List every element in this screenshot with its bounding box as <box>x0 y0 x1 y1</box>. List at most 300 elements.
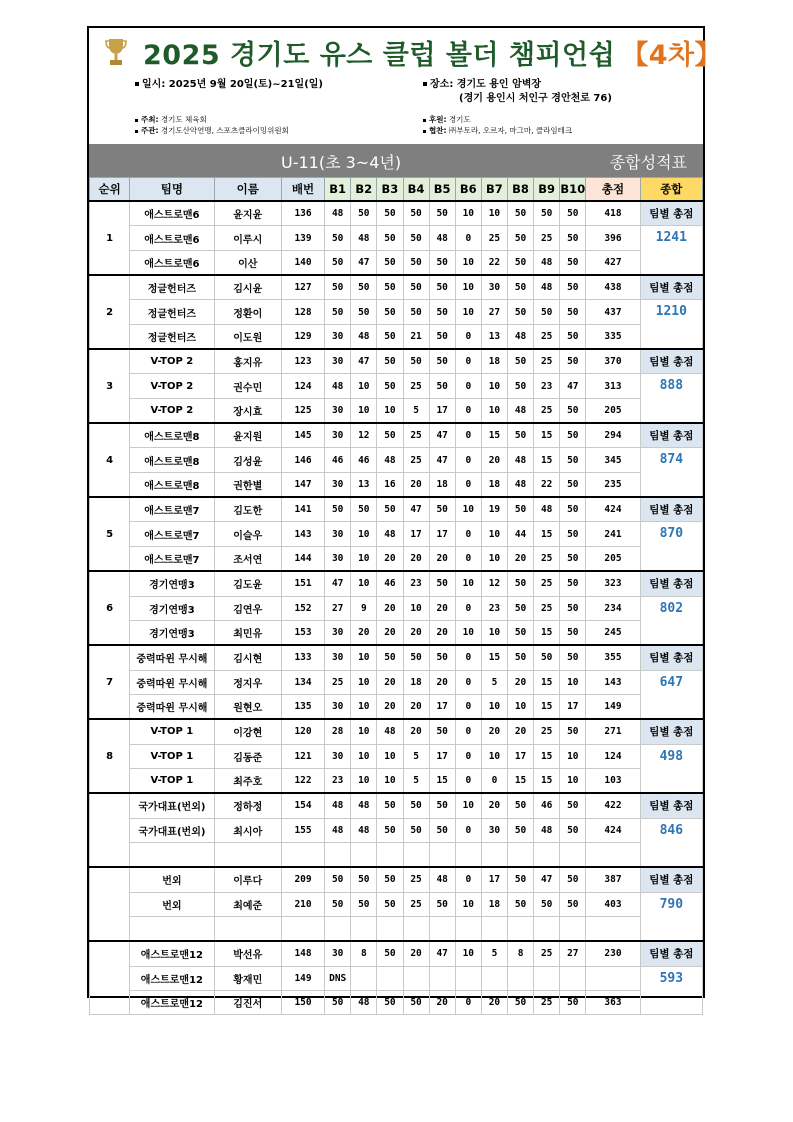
boulder-header: B10 <box>560 178 586 202</box>
score-cell: 0 <box>455 448 481 472</box>
total-cell: 149 <box>586 694 640 719</box>
boulder-header: B1 <box>325 178 351 202</box>
score-cell: 47 <box>429 941 455 966</box>
score-cell: 0 <box>455 719 481 744</box>
score-cell: 10 <box>351 768 377 793</box>
score-cell: 50 <box>560 620 586 645</box>
score-cell <box>351 966 377 990</box>
score-cell: 50 <box>403 201 429 226</box>
name-cell: 박선유 <box>214 941 281 966</box>
score-cell: 18 <box>481 892 507 916</box>
score-cell: 12 <box>351 423 377 448</box>
table-row <box>90 818 703 842</box>
name-cell: 권한별 <box>214 472 281 497</box>
score-cell: 25 <box>403 892 429 916</box>
page-title: 2025 경기도 유스 클럽 볼더 챔피언쉽 【4차】 <box>143 39 723 71</box>
name-cell: 권수민 <box>214 374 281 398</box>
score-cell: 20 <box>429 991 455 1015</box>
name-cell: 김연우 <box>214 596 281 620</box>
score-cell: 19 <box>481 497 507 522</box>
score-cell: 50 <box>429 719 455 744</box>
score-cell: 10 <box>351 645 377 670</box>
score-cell: 10 <box>377 768 403 793</box>
score-cell: 50 <box>403 275 429 300</box>
total-cell: 403 <box>586 892 640 916</box>
score-cell: 48 <box>534 818 560 842</box>
trophy-icon <box>105 37 127 67</box>
bib-cell: 129 <box>281 324 324 349</box>
score-cell: DNS <box>325 966 351 990</box>
total-cell: 355 <box>586 645 640 670</box>
score-cell: 20 <box>429 596 455 620</box>
name-cell: 최민유 <box>214 620 281 645</box>
score-cell: 47 <box>560 374 586 398</box>
score-cell: 15 <box>534 522 560 546</box>
category-banner <box>89 144 703 177</box>
total-cell: 387 <box>586 867 640 892</box>
score-cell: 50 <box>325 300 351 324</box>
results-body <box>90 201 703 1015</box>
support-info: 협찬: ㈜부토라, 오르자, 마그마, 클라임테크 <box>423 125 572 136</box>
name-cell: 이루시 <box>214 226 281 250</box>
score-cell: 20 <box>429 620 455 645</box>
score-cell: 10 <box>481 620 507 645</box>
score-cell: 48 <box>325 793 351 818</box>
score-cell: 50 <box>560 645 586 670</box>
score-cell: 15 <box>508 768 534 793</box>
score-cell: 10 <box>481 398 507 423</box>
score-cell: 10 <box>455 497 481 522</box>
bib-cell: 123 <box>281 349 324 374</box>
table-row <box>90 497 703 522</box>
score-cell: 15 <box>534 694 560 719</box>
score-cell: 20 <box>377 694 403 719</box>
score-cell: 25 <box>534 324 560 349</box>
team-total-value: 790 <box>640 892 702 941</box>
score-cell: 10 <box>455 275 481 300</box>
score-cell: 25 <box>403 448 429 472</box>
score-cell: 30 <box>481 275 507 300</box>
team-cell: 정글헌터즈 <box>130 324 214 349</box>
bib-cell: 134 <box>281 670 324 694</box>
score-cell: 15 <box>481 645 507 670</box>
round-label: 【4차】 <box>621 39 723 71</box>
table-row <box>90 423 703 448</box>
score-cell: 50 <box>560 596 586 620</box>
score-cell: 20 <box>351 620 377 645</box>
rank-cell: 2 <box>90 275 130 349</box>
score-cell: 30 <box>325 645 351 670</box>
boulder-header: B3 <box>377 178 403 202</box>
bib-cell: 151 <box>281 571 324 596</box>
score-cell: 0 <box>455 670 481 694</box>
results-table <box>89 177 703 1015</box>
team-total-value: 888 <box>640 374 702 423</box>
score-cell: 20 <box>481 448 507 472</box>
score-cell: 25 <box>534 571 560 596</box>
table-row <box>90 546 703 571</box>
team-total-label: 팀별 총점 <box>640 719 702 744</box>
bib-cell: 127 <box>281 275 324 300</box>
table-row <box>90 645 703 670</box>
bib-cell: 154 <box>281 793 324 818</box>
name-cell: 윤지원 <box>214 423 281 448</box>
score-cell: 0 <box>455 349 481 374</box>
score-cell: 15 <box>534 423 560 448</box>
bib-cell: 153 <box>281 620 324 645</box>
score-cell: 47 <box>534 867 560 892</box>
score-cell: 17 <box>429 398 455 423</box>
table-row <box>90 719 703 744</box>
score-cell: 0 <box>481 768 507 793</box>
table-row <box>90 275 703 300</box>
score-cell: 50 <box>508 497 534 522</box>
bib-cell: 120 <box>281 719 324 744</box>
team-total-value: 846 <box>640 818 702 867</box>
score-cell: 50 <box>403 300 429 324</box>
table-row <box>90 966 703 990</box>
score-cell: 50 <box>377 226 403 250</box>
score-cell: 50 <box>508 991 534 1015</box>
score-cell: 0 <box>455 546 481 571</box>
team-cell: 중력따윈 무시해 <box>130 645 214 670</box>
table-row <box>90 472 703 497</box>
score-cell: 20 <box>481 719 507 744</box>
score-cell: 25 <box>534 398 560 423</box>
score-cell: 10 <box>560 744 586 768</box>
score-cell: 25 <box>534 349 560 374</box>
score-cell: 10 <box>481 694 507 719</box>
name-cell: 장시효 <box>214 398 281 423</box>
score-cell: 10 <box>455 571 481 596</box>
name-cell: 김진서 <box>214 991 281 1015</box>
score-cell: 10 <box>351 546 377 571</box>
score-cell: 10 <box>351 719 377 744</box>
score-cell: 50 <box>560 497 586 522</box>
score-cell: 50 <box>508 349 534 374</box>
table-row <box>90 448 703 472</box>
score-cell: 48 <box>534 275 560 300</box>
score-cell <box>455 966 481 990</box>
score-cell: 50 <box>534 645 560 670</box>
score-cell: 13 <box>351 472 377 497</box>
score-cell <box>325 842 351 867</box>
score-cell: 25 <box>325 670 351 694</box>
score-cell: 50 <box>429 250 455 275</box>
name-cell: 정환이 <box>214 300 281 324</box>
score-cell: 50 <box>560 571 586 596</box>
score-cell: 47 <box>351 349 377 374</box>
total-cell: 205 <box>586 546 640 571</box>
score-cell: 30 <box>325 620 351 645</box>
score-cell: 50 <box>351 201 377 226</box>
score-cell <box>429 842 455 867</box>
score-cell: 25 <box>403 423 429 448</box>
score-cell: 50 <box>325 867 351 892</box>
name-cell: 김동준 <box>214 744 281 768</box>
score-cell: 50 <box>325 275 351 300</box>
score-cell: 20 <box>403 941 429 966</box>
rank-cell: 8 <box>90 719 130 793</box>
score-cell: 25 <box>534 596 560 620</box>
score-cell: 20 <box>403 546 429 571</box>
score-cell: 48 <box>508 448 534 472</box>
score-cell: 48 <box>534 250 560 275</box>
score-cell: 50 <box>508 300 534 324</box>
bib-cell: 150 <box>281 991 324 1015</box>
team-total-value: 874 <box>640 448 702 497</box>
score-cell: 0 <box>455 374 481 398</box>
score-cell: 50 <box>508 892 534 916</box>
score-cell: 0 <box>455 645 481 670</box>
name-cell: 이산 <box>214 250 281 275</box>
total-cell: 124 <box>586 744 640 768</box>
score-cell: 50 <box>429 645 455 670</box>
score-cell: 0 <box>455 867 481 892</box>
score-cell: 50 <box>403 793 429 818</box>
score-cell: 0 <box>455 694 481 719</box>
score-cell: 48 <box>377 719 403 744</box>
score-cell: 50 <box>560 472 586 497</box>
bib-cell: 139 <box>281 226 324 250</box>
score-cell: 18 <box>481 349 507 374</box>
score-cell: 10 <box>351 398 377 423</box>
score-cell: 50 <box>560 275 586 300</box>
score-cell: 48 <box>351 793 377 818</box>
score-cell: 50 <box>560 546 586 571</box>
score-cell: 0 <box>455 522 481 546</box>
score-cell: 48 <box>351 818 377 842</box>
score-cell: 50 <box>377 941 403 966</box>
table-row <box>90 991 703 1015</box>
team-cell: 경기연맹3 <box>130 571 214 596</box>
score-cell: 17 <box>481 867 507 892</box>
score-cell: 47 <box>429 448 455 472</box>
score-cell: 50 <box>560 324 586 349</box>
bib-cell: 149 <box>281 966 324 990</box>
score-cell: 18 <box>429 472 455 497</box>
team-total-label: 팀별 총점 <box>640 349 702 374</box>
name-cell: 이루다 <box>214 867 281 892</box>
score-cell: 50 <box>429 324 455 349</box>
score-cell: 10 <box>351 374 377 398</box>
name-cell: 김도윤 <box>214 571 281 596</box>
score-cell: 50 <box>429 349 455 374</box>
score-cell: 47 <box>325 571 351 596</box>
score-cell: 50 <box>508 596 534 620</box>
team-cell: V-TOP 1 <box>130 719 214 744</box>
score-cell: 50 <box>508 423 534 448</box>
score-cell: 50 <box>377 892 403 916</box>
score-cell <box>508 916 534 941</box>
score-cell: 50 <box>560 719 586 744</box>
table-row <box>90 571 703 596</box>
score-cell: 50 <box>403 818 429 842</box>
table-row <box>90 398 703 423</box>
score-cell: 15 <box>534 620 560 645</box>
score-cell: 17 <box>508 744 534 768</box>
table-row <box>90 793 703 818</box>
rank-cell: 4 <box>90 423 130 497</box>
score-cell: 47 <box>429 423 455 448</box>
score-cell <box>481 916 507 941</box>
score-cell: 0 <box>455 991 481 1015</box>
score-cell <box>377 966 403 990</box>
bib-cell: 141 <box>281 497 324 522</box>
score-cell: 8 <box>351 941 377 966</box>
score-cell: 47 <box>351 250 377 275</box>
bib-cell: 144 <box>281 546 324 571</box>
venue-info: 장소: 경기도 용인 암벽장 <box>423 78 541 91</box>
score-cell: 10 <box>351 522 377 546</box>
team-cell: 중력따윈 무시해 <box>130 694 214 719</box>
bib-cell: 143 <box>281 522 324 546</box>
score-cell: 50 <box>560 522 586 546</box>
score-cell: 50 <box>508 374 534 398</box>
score-cell: 50 <box>377 991 403 1015</box>
score-cell: 50 <box>429 497 455 522</box>
score-cell: 50 <box>560 300 586 324</box>
score-cell: 50 <box>560 349 586 374</box>
score-cell <box>403 966 429 990</box>
boulder-header: B5 <box>429 178 455 202</box>
score-cell: 30 <box>325 423 351 448</box>
rank-cell: 3 <box>90 349 130 423</box>
boulder-header: B2 <box>351 178 377 202</box>
score-cell: 48 <box>429 226 455 250</box>
score-cell: 10 <box>481 744 507 768</box>
score-cell: 50 <box>429 201 455 226</box>
score-cell: 50 <box>403 991 429 1015</box>
score-cell: 22 <box>481 250 507 275</box>
name-cell: 김도한 <box>214 497 281 522</box>
host-info: 주최: 경기도 체육회 <box>135 114 207 125</box>
table-row <box>90 324 703 349</box>
score-cell: 50 <box>351 300 377 324</box>
team-total-value: 647 <box>640 670 702 719</box>
team-cell: 애스트로맨7 <box>130 497 214 522</box>
score-cell: 25 <box>403 867 429 892</box>
name-cell: 최시아 <box>214 818 281 842</box>
team-cell: 정글헌터즈 <box>130 300 214 324</box>
total-cell: 422 <box>586 793 640 818</box>
score-cell: 20 <box>403 694 429 719</box>
score-cell: 30 <box>325 694 351 719</box>
score-cell: 23 <box>534 374 560 398</box>
name-cell: 조서연 <box>214 546 281 571</box>
score-cell: 50 <box>534 201 560 226</box>
score-cell: 50 <box>429 571 455 596</box>
total-cell: 345 <box>586 448 640 472</box>
score-cell: 50 <box>560 423 586 448</box>
bib-cell: 122 <box>281 768 324 793</box>
team-cell: 국가대표(번외) <box>130 818 214 842</box>
team-cell: V-TOP 1 <box>130 744 214 768</box>
score-cell: 30 <box>481 818 507 842</box>
score-cell <box>403 916 429 941</box>
score-cell <box>377 916 403 941</box>
score-cell: 48 <box>325 818 351 842</box>
team-total-label: 팀별 총점 <box>640 571 702 596</box>
sheet-kind-label: 종합성적표 <box>609 153 687 172</box>
table-row <box>90 226 703 250</box>
score-cell <box>508 966 534 990</box>
score-cell: 16 <box>377 472 403 497</box>
total-cell: 437 <box>586 300 640 324</box>
table-row <box>90 620 703 645</box>
score-cell: 18 <box>403 670 429 694</box>
score-cell: 20 <box>377 546 403 571</box>
total-cell: 143 <box>586 670 640 694</box>
score-cell: 15 <box>534 670 560 694</box>
total-cell <box>586 842 640 867</box>
overall-header: 종합 <box>640 178 702 202</box>
bib-cell: 140 <box>281 250 324 275</box>
score-cell: 10 <box>403 596 429 620</box>
score-cell: 10 <box>455 941 481 966</box>
total-cell: 235 <box>586 472 640 497</box>
total-cell: 323 <box>586 571 640 596</box>
score-cell: 47 <box>403 497 429 522</box>
score-cell: 30 <box>325 941 351 966</box>
score-cell: 15 <box>534 744 560 768</box>
score-cell <box>455 842 481 867</box>
bib-cell: 148 <box>281 941 324 966</box>
score-cell: 10 <box>455 793 481 818</box>
score-cell: 10 <box>560 670 586 694</box>
score-cell: 50 <box>377 818 403 842</box>
score-cell: 0 <box>455 596 481 620</box>
total-cell: 205 <box>586 398 640 423</box>
score-cell: 10 <box>481 201 507 226</box>
score-cell: 50 <box>377 300 403 324</box>
score-cell: 50 <box>560 818 586 842</box>
score-cell: 25 <box>534 546 560 571</box>
score-cell: 50 <box>403 226 429 250</box>
score-cell: 50 <box>377 423 403 448</box>
rank-cell: 5 <box>90 497 130 571</box>
score-cell: 10 <box>351 744 377 768</box>
team-cell: V-TOP 2 <box>130 349 214 374</box>
bib-cell <box>281 916 324 941</box>
table-row <box>90 941 703 966</box>
score-cell: 15 <box>534 448 560 472</box>
score-cell: 50 <box>325 226 351 250</box>
team-total-label: 팀별 총점 <box>640 793 702 818</box>
score-cell: 5 <box>403 768 429 793</box>
score-cell: 10 <box>455 892 481 916</box>
score-cell: 27 <box>560 941 586 966</box>
boulder-header: B7 <box>481 178 507 202</box>
team-total-value: 593 <box>640 966 702 1015</box>
score-cell: 50 <box>429 374 455 398</box>
team-cell: 경기연맹3 <box>130 596 214 620</box>
table-row <box>90 250 703 275</box>
bib-cell: 125 <box>281 398 324 423</box>
score-cell: 50 <box>377 250 403 275</box>
sponsor-info: 후원: 경기도 <box>423 114 471 125</box>
team-cell: 국가대표(번외) <box>130 793 214 818</box>
team-total-label: 팀별 총점 <box>640 941 702 966</box>
score-cell: 46 <box>325 448 351 472</box>
team-cell: 정글헌터즈 <box>130 275 214 300</box>
table-row <box>90 768 703 793</box>
total-cell: 241 <box>586 522 640 546</box>
team-total-label: 팀별 총점 <box>640 423 702 448</box>
score-cell: 50 <box>377 324 403 349</box>
venue-address: (경기 용인시 처인구 경안천로 76) <box>459 93 612 104</box>
table-row <box>90 867 703 892</box>
